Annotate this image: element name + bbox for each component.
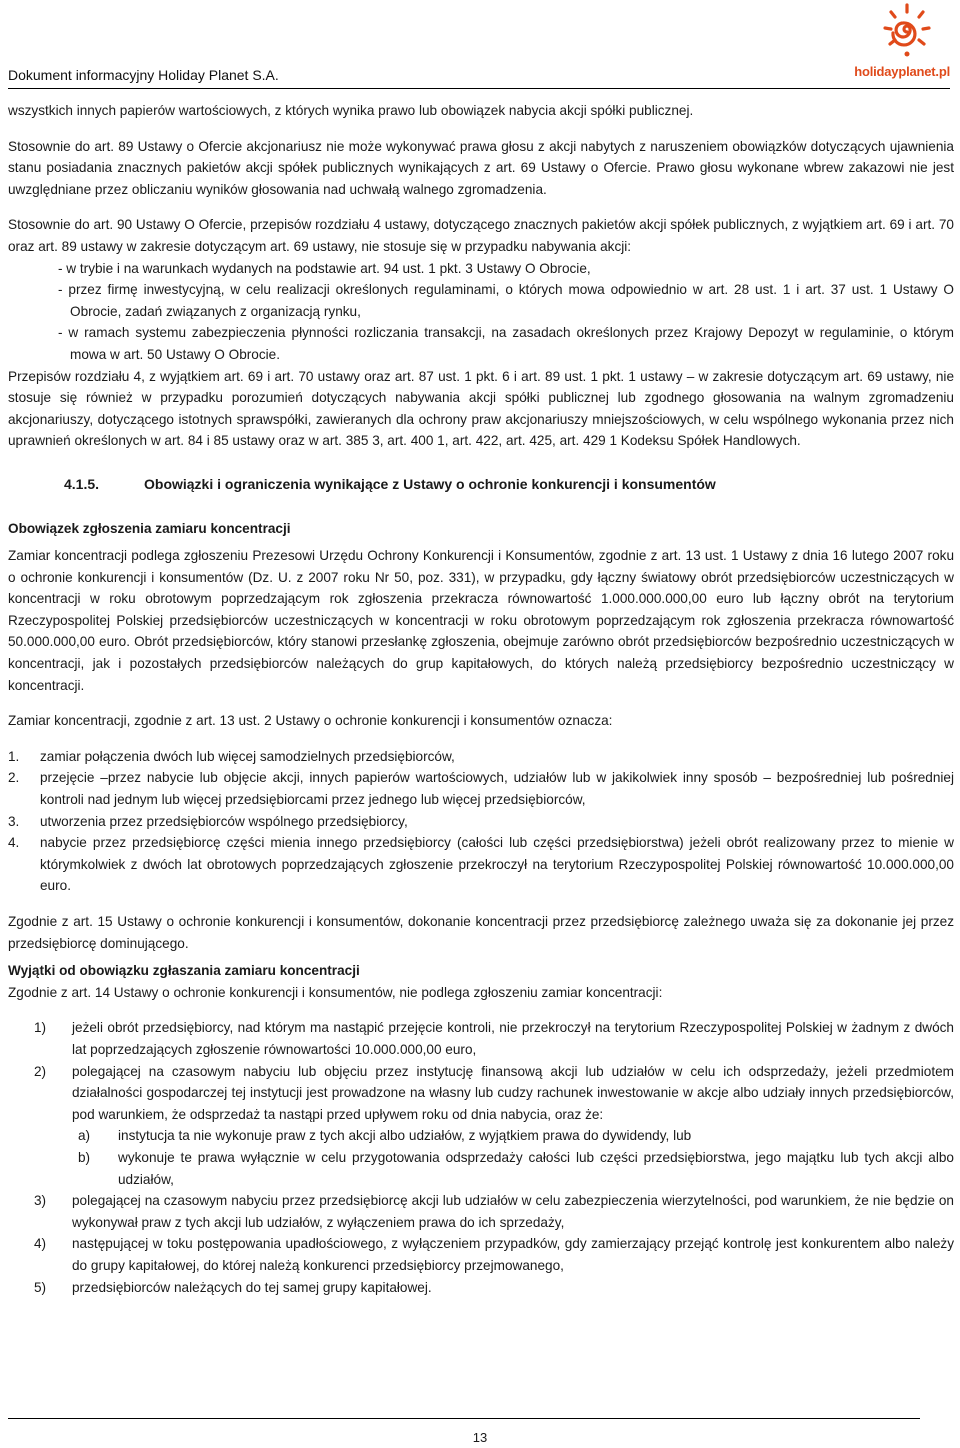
paragraph: Zgodnie z art. 15 Ustawy o ochronie konkurencji i konsumentów, dokonanie koncentracji przez przedsiębiorcę zależnego uważa się za dokonanie jej przez przedsiębiorcę dominującego. [8, 914, 954, 951]
header-title: Dokument informacyjny Holiday Planet S.A. [8, 67, 279, 83]
list-item-text: instytucja ta nie wykonuje praw z tych akcji albo udziałów, z wyjątkiem prawa do dywidendy, lub [118, 1128, 692, 1144]
page-number: 13 [472, 1430, 488, 1445]
subsection-heading: Wyjątki od obowiązku zgłaszania zamiaru koncentracji [8, 963, 360, 979]
list-item [8, 1125, 954, 1147]
parenthesized-list [8, 1017, 954, 1125]
list-item [8, 832, 954, 897]
list-item [8, 767, 954, 810]
paragraph: Zamiar koncentracji podlega zgłoszeniu Prezesowi Urzędu Ochrony Konkurencji i Konsumentów, zgodnie z art. 13 ust. 1 Ustawy z dnia 16 lutego 2007 roku o ochronie konkurencji i konsumentów (Dz. U. z 2007 roku Nr 50, poz. 331), w przypadku, gdy łączny światowy obrót przedsiębiorców uczestniczących w koncentracji w roku obrotowym poprzedzającym rok zgłoszenia przekracza równowartość 1.000.000.000,00 euro lub łączny obrót na terytorium Rzeczypospolitej Polskiej przedsiębiorców uczestniczących w koncentracji w roku obrotowym poprzedzającym rok zgłoszenia przekracza równowartość 50.000.000,00 euro. Obrót przedsiębiorców, który stanowi przesłankę zgłoszenia, obejmuje zarówno obrót przedsiębiorców bezpośrednio uczestniczących w koncentracji, jak i pozostałych przedsiębiorców należących do grup kapitałowych, do których należą przedsiębiorcy bezpośrednio uczestniczący w koncentracji. [8, 548, 954, 693]
lettered-sublist [8, 1125, 954, 1190]
list-item [8, 1233, 954, 1276]
list-item-text: utworzenia przez przedsiębiorców wspólnego przedsiębiorcy, [40, 813, 408, 829]
page-header [8, 0, 954, 92]
sun-spiral-icon [880, 2, 934, 60]
dash-list-item: - w ramach systemu zabezpieczenia płynności rozliczania transakcji, na zasadach określonych przez Krajowy Depozyt w regulaminie, o którym mowa w art. 50 Ustawy O Obrocie. [58, 325, 954, 362]
list-item-number: 3. [8, 813, 20, 829]
holidayplanet-logo [834, 2, 954, 82]
dash-list-item: - w trybie i na warunkach wydanych na podstawie art. 94 ust. 1 pkt. 3 Ustawy O Obrocie, [58, 260, 591, 276]
list-item-letter: a) [78, 1128, 91, 1144]
section-title: Obowiązki i ograniczenia wynikające z Ustawy o ochronie konkurencji i konsumentów [144, 475, 716, 492]
list-item [8, 811, 954, 833]
list-item-text: polegającej na czasowym nabyciu lub objęciu przez instytucję finansową akcji lub udziałów w celu ich odsprzedaży, jeżeli przedmiotem działalności gospodarczej tej instytucji jest prowadzone na własny lub cudzy rachunek inwestowanie w akcje albo udziały innych przedsiębiorców, pod warunkiem, że odsprzedaż ta nastąpi przed upływem roku od dnia nabycia, oraz że: [72, 1063, 954, 1122]
dash-list-item: - przez firmę inwestycyjną, w celu realizacji określonych regulaminami, o których mowa odpowiednio w art. 28 ust. 1 i art. 37 ust. 1 Ustawy O Obrocie, zadań związanych z organizacją rynku, [58, 282, 954, 319]
paragraph: Przepisów rozdziału 4, z wyjątkiem art. 69 i art. 70 ustawy oraz art. 87 ust. 1 pkt. 6 i art. 89 ust. 1 pkt. 1 ustawy – w zakresie dotyczącym art. 69 ustawy, nie stosuje się również w przypadku porozumień dotyczących nabywania akcji spółki publicznej lub zgodnego głosowania na walnym zgromadzeniu akcjonariuszy, dotyczącego istotnych sprawspółki, zawieranych dla ochrony praw akcjonariuszy mniejszościowych, w celu wspólnego wykonania przez nich uprawnień określonych w art. 84 i 85 ustawy oraz w art. 385 3, art. 400 1, art. 422, art. 425, art. 429 1 Kodeksu Spółek Handlowych. [8, 368, 954, 449]
list-item-letter: b) [78, 1149, 91, 1165]
list-item-number: 4. [8, 835, 20, 851]
list-item [8, 1147, 954, 1190]
document-body [8, 100, 954, 1298]
parenthesized-list [8, 1190, 954, 1298]
list-item [8, 1190, 954, 1233]
list-item [8, 746, 954, 768]
list-item-text: następującej w toku postępowania upadłościowego, z wyłączeniem przypadków, gdy zamierzający przejąć kontrolę jest konkurentem albo należy do grupy kapitałowej, do której należą konkurenci przedsiębiorcy przejmowanego, [72, 1236, 954, 1273]
list-item-number: 3) [34, 1193, 47, 1209]
header-divider [8, 88, 950, 89]
list-item-text: zamiar połączenia dwóch lub więcej samodzielnych przedsiębiorców, [40, 748, 455, 764]
subsection-heading: Obowiązek zgłoszenia zamiaru koncentracji [8, 520, 291, 536]
list-item-number: 2. [8, 770, 20, 786]
numbered-list [8, 746, 954, 897]
list-item [8, 1061, 954, 1126]
list-item [8, 1277, 954, 1299]
list-item-text: przejęcie –przez nabycie lub objęcie akcji, innych papierów wartościowych, udziałów lub w jakikolwiek inny sposób – bezpośredniej lub pośredniej kontroli nad jednym lub więcej przedsiębiorcami przez jednego lub więcej przedsiębiorców, [40, 770, 954, 808]
list-item-number: 5) [34, 1279, 47, 1295]
list-item-text: wykonuje te prawa wyłącznie w celu przygotowania odsprzedaży całości lub części przedsiębiorstwa, jego majątku lub tych akcji albo udziałów, [118, 1149, 954, 1187]
footer-divider [8, 1418, 920, 1419]
list-item-text: polegającej na czasowym nabyciu przez przedsiębiorcę akcji lub udziałów w celu zabezpieczenia wierzytelności, pod warunkiem, że nie będzie on wykonywał praw z tych akcji lub udziałów, z wyłączeniem prawa do ich sprzedaży, [72, 1193, 954, 1230]
list-item-number: 1) [34, 1020, 47, 1036]
paragraph: Stosownie do art. 90 Ustawy O Ofercie, przepisów rozdziału 4 ustawy, dotyczącego znacznych pakietów akcji spółek publicznych, z wyjątkiem art. 69 i art. 70 oraz art. 89 ustawy w zakresie dotyczącym art. 69 ustawy, nie stosuje się w przypadku nabywania akcji: [8, 217, 954, 254]
section-number: 4.1.5. [64, 475, 100, 492]
list-item [8, 1017, 954, 1060]
list-item-number: 2) [34, 1063, 47, 1079]
logo-text: holidayplanet.pl [854, 64, 950, 79]
list-item-text: jeżeli obrót przedsiębiorcy, nad którym ma nastąpić przejęcie kontroli, nie przekroczył na terytorium Rzeczypospolitej Polskiej w żadnym z dwóch lat poprzedzających zgłoszenie równowartości 10.000.000,00 euro, [72, 1020, 954, 1057]
list-item-number: 4) [34, 1236, 47, 1252]
list-item-text: nabycie przez przedsiębiorcę części mienia innego przedsiębiorcy (całości lub części przedsiębiorstwa) jeżeli obrót realizowany przez to mienie w którymkolwiek z dwóch lat obrotowych poprzedzających zgłoszenie przekroczył na terytorium Rzeczypospolitej Polskiej równowartość 10.000.000,00 euro. [40, 835, 954, 894]
paragraph: wszystkich innych papierów wartościowych, z których wynika prawo lub obowiązek nabycia akcji spółki publicznej. [8, 103, 694, 118]
paragraph: Stosownie do art. 89 Ustawy o Ofercie akcjonariusz nie może wykonywać prawa głosu z akcji nabytych z naruszeniem obowiązków dotyczących ujawnienia stanu posiadania znacznych pakietów akcji spółek publicznych wynikających z art. 69 Ustawy o Ofercie. Prawo głosu wykonane wbrew zakazowi nie jest uwzględniane przez obliczaniu wyników głosowania nad uchwałą walnego zgromadzenia. [8, 138, 954, 197]
paragraph: Zgodnie z art. 14 Ustawy o ochronie konkurencji i konsumentów, nie podlega zgłoszeniu zamiar koncentracji: [8, 984, 663, 1000]
paragraph: Zamiar koncentracji, zgodnie z art. 13 ust. 2 Ustawy o ochronie konkurencji i konsumentów oznacza: [8, 713, 613, 729]
list-item-number: 1. [8, 748, 20, 764]
list-item-text: przedsiębiorców należących do tej samej grupy kapitałowej. [72, 1279, 432, 1295]
section-heading [8, 474, 954, 496]
